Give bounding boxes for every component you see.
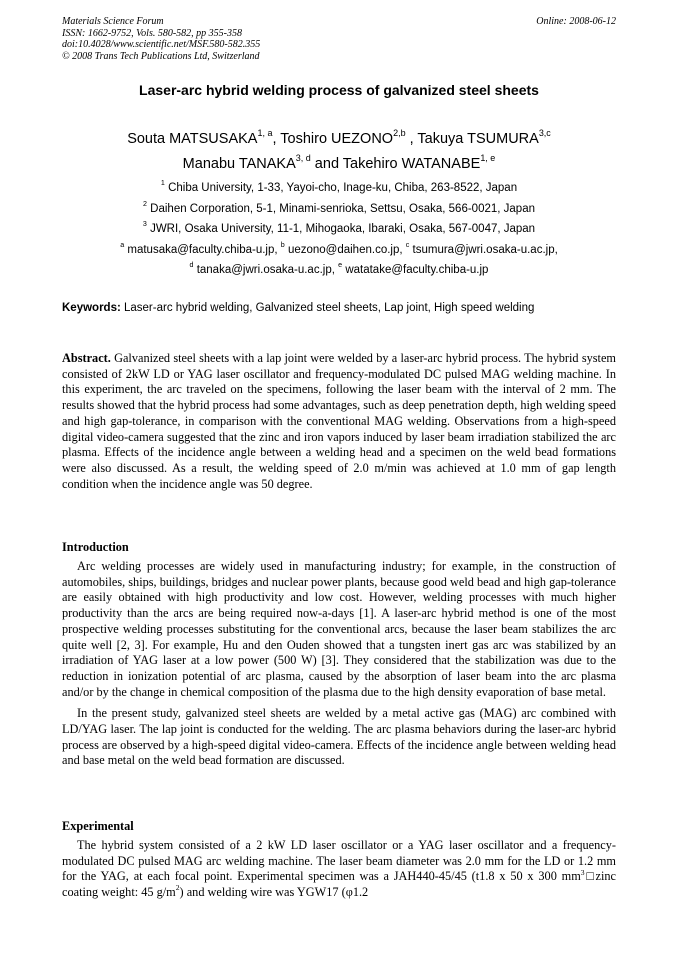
paragraph: Arc welding processes are widely used in manufacturing industry; for example, in the construction of automobiles, ships, buildings, bridges and nuclear power plants, because good weld bead and high gap-tolerance are easily obtained with high productivity and low cost. However, welding processes with much higher productivity than the arcs are being required now-a-days [1]. A laser-arc hybrid method is one of the most prospective welding processes substituting for the conventional arcs, because the laser beam stabilizes the arc quite well [2, 3]. For example, Hu and den Ouden showed that a tungsten inert gas arc was stabilized by an irradiation of YAG laser at a low power (500 W) [3]. They considered that the stabilization was due to the reduction in ionization potential of arc plasma, caused by the absorption of laser beam into the arc plasma and/or by the change in chemical composition of the plasma due to the high density evaporation of base metal. [62, 559, 616, 699]
paper-title: Laser-arc hybrid welding process of galvanized steel sheets [139, 82, 539, 98]
paragraph-text: □zinc coating weight: 45 g/m [62, 869, 616, 900]
author-separator: , [405, 131, 418, 147]
author-sup: 3, d [295, 153, 311, 164]
author-name: Toshiro UEZONO [280, 131, 394, 147]
keywords-text: Laser-arc hybrid welding, Galvanized steel sheets, Lap joint, High speed welding [124, 302, 535, 314]
issn-line: ISSN: 1662-9752, Vols. 580-582, pp 355-358 [62, 27, 242, 39]
affiliation-sup: 2 [143, 199, 147, 208]
paragraph [62, 838, 616, 901]
paragraph-text: The hybrid system consisted of a 2 kW LD laser oscillator or a YAG laser oscillator and a frequency-modulated DC pulsed MAG arc welding machine. The laser beam diameter was 2.0 mm for the LD or 1.2 mm for the YAG, at each focal point. Experimental specimen was a JAH440-45/45 (t1.8 x 50 x 300 mm [62, 838, 616, 884]
email-sup: a [120, 240, 125, 249]
doi-line: doi:10.4028/www.scientific.net/MSF.580-582.355 [62, 39, 261, 50]
affiliation-text: JWRI, Osaka University, 11-1, Mihogaoka, Ibaraki, Osaka, 567-0047, Japan [150, 223, 536, 235]
online-date: Online: 2008-06-12 [536, 16, 616, 27]
affiliation-line [62, 219, 616, 240]
affiliation-text: Chiba University, 1-33, Yayoi-cho, Inage-ku, Chiba, 263-8522, Japan [168, 182, 518, 194]
affiliation-line [62, 199, 616, 220]
paragraph-text: ) and welding wire was YGW17 (φ1.2 [179, 885, 369, 900]
superscript: 2 [175, 883, 180, 893]
keywords [62, 302, 622, 314]
affiliation-block [62, 178, 616, 281]
section-heading-experimental: Experimental [62, 819, 134, 833]
copyright-line: © 2008 Trans Tech Publications Ltd, Switzerland [62, 50, 260, 62]
email-sup: b [280, 240, 285, 249]
publication-header [62, 16, 616, 62]
affiliation-sup: 3 [142, 220, 147, 229]
author-name: Takuya TSUMURA [417, 131, 539, 147]
introduction-body [62, 559, 616, 775]
author-line-2 [62, 152, 616, 177]
author-list [62, 127, 616, 177]
email-sup: e [338, 261, 343, 270]
keywords-label: Keywords: [62, 302, 121, 314]
email-address: watatake@faculty.chiba-u.jp [345, 264, 489, 276]
email-address: tanaka@jwri.osaka-u.ac.jp, [196, 264, 335, 276]
affiliation-line [62, 178, 616, 199]
paragraph: In the present study, galvanized steel sheets are welded by a metal active gas (MAG) arc combined with LD/YAG laser. The lap joint is conducted for the welding. The arc plasma behaviors during the laser-arc hybrid process are observed by a high-speed digital video-camera. Effects of the incidence angle between welding head and base metal on the weld bead formation are discussed. [62, 706, 616, 768]
abstract-text: Galvanized steel sheets with a lap joint were welded by a laser-arc hybrid process. The hybrid system consisted of 2kW LD or YAG laser oscillator and frequency-modulated DC pulsed MAG welding machine. In this experiment, the arc traveled on the specimens, following the laser beam with the interval of 2 mm. The results showed that the hybrid process had some advantages, such as deep penetration depth, high welding speed and high gap-tolerance, in comparison with the conventional MAG welding. Observations from a high-speed digital video-camera suggested that the zinc and iron vapors induced by laser beam irradiation stabilized the arc plasma. Effects of the incidence angle between a welding head and a specimen on the weld bead formations were also discussed. As a result, the welding speed of 2.0 m/min was achieved at 1.0 mm of gap length condition when the incidence angle was 50 degree. [62, 351, 616, 491]
author-sup: 1, e [480, 153, 496, 164]
author-separator: and [310, 156, 343, 172]
email-sup: d [189, 261, 194, 270]
abstract [62, 351, 616, 492]
affiliation-sup: 1 [160, 179, 165, 188]
author-separator: , [272, 131, 281, 147]
author-name: Takehiro WATANABE [342, 156, 481, 172]
email-sup: c [405, 240, 410, 249]
experimental-body [62, 838, 616, 907]
affiliation-text: Daihen Corporation, 5-1, Minami-senrioka, Settsu, Osaka, 566-0021, Japan [150, 202, 535, 215]
email-line [62, 260, 616, 281]
email-line [62, 240, 616, 261]
author-sup: 2,b [393, 128, 406, 139]
author-name: Souta MATSUSAKA [127, 131, 258, 147]
abstract-label: Abstract. [62, 351, 111, 365]
email-address: uezono@daihen.co.jp, [287, 243, 403, 256]
author-sup: 3,c [538, 128, 551, 139]
section-heading-introduction: Introduction [62, 540, 129, 554]
journal-name: Materials Science Forum [62, 16, 164, 27]
author-sup: 1, a [257, 128, 273, 139]
superscript: 3 [580, 867, 585, 877]
email-address: tsumura@jwri.osaka-u.ac.jp, [412, 243, 558, 256]
email-address: matusaka@faculty.chiba-u.jp, [127, 243, 278, 256]
author-line-1 [62, 127, 616, 152]
author-name: Manabu TANAKA [182, 156, 296, 172]
